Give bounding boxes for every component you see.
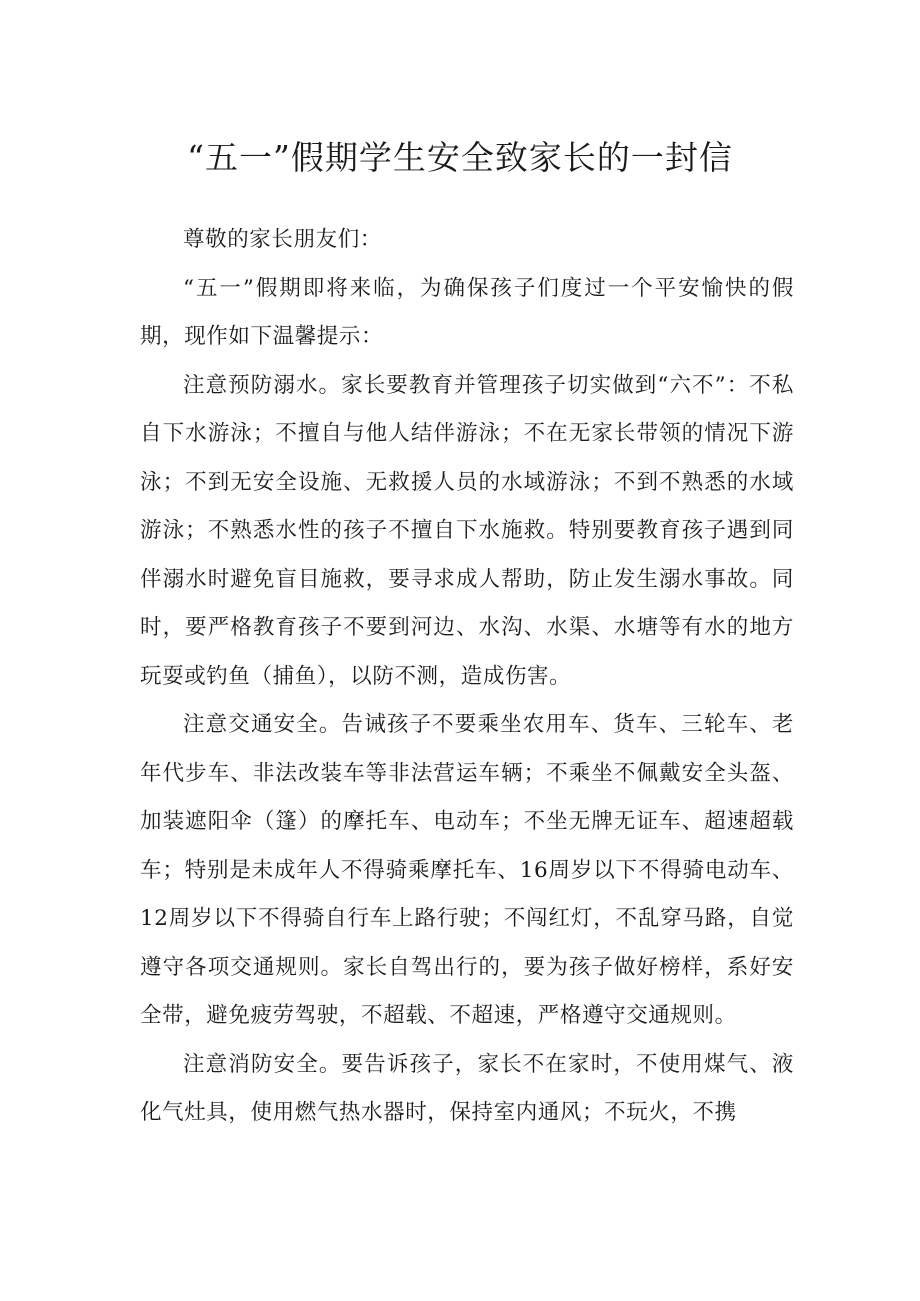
paragraph-intro: “五一”假期即将来临，为确保孩子们度过一个平安愉快的假期，现作如下温馨提示： bbox=[140, 275, 794, 349]
salutation: 尊敬的家长朋友们： bbox=[183, 227, 382, 252]
paragraph-fire: 注意消防安全。要告诉孩子，家长不在家时，不使用煤气、液化气灶具，使用燃气热水器时，保持室内通风；不玩火，不携 bbox=[140, 1051, 794, 1125]
paragraph-traffic: 注意交通安全。告诫孩子不要乘坐农用车、货车、三轮车、老年代步车、非法改装车等非法营运车辆；不乘坐不佩戴安全头盔、加装遮阳伞（篷）的摩托车、电动车；不坐无牌无证车、超速超载车；特别是未成年人不得骑乘摩托车、16周岁以下不得骑电动车、12周岁以下不得骑自行车上路行驶；不闯红灯，不乱穿马路，自觉遵守各项交通规则。家长自驾出行的，要为孩子做好榜样，系好安全带，避免疲劳驾驶，不超载、不超速，严格遵守交通规则。 bbox=[140, 712, 794, 1028]
paragraph-drowning: 注意预防溺水。家长要教育并管理孩子切实做到“六不”：不私自下水游泳；不擅自与他人结伴游泳；不在无家长带领的情况下游泳；不到无安全设施、无救援人员的水域游泳；不到不熟悉的水域游泳；不熟悉水性的孩子不擅自下水施救。特别要教育孩子遇到同伴溺水时避免盲目施救，要寻求成人帮助，防止发生溺水事故。同时，要严格教育孩子不要到河边、水沟、水渠、水塘等有水的地方玩耍或钓鱼（捕鱼），以防不测，造成伤害。 bbox=[140, 372, 794, 689]
letter-body bbox=[140, 216, 794, 1138]
page-title: “五一”假期学生安全致家长的一封信 bbox=[187, 138, 733, 177]
